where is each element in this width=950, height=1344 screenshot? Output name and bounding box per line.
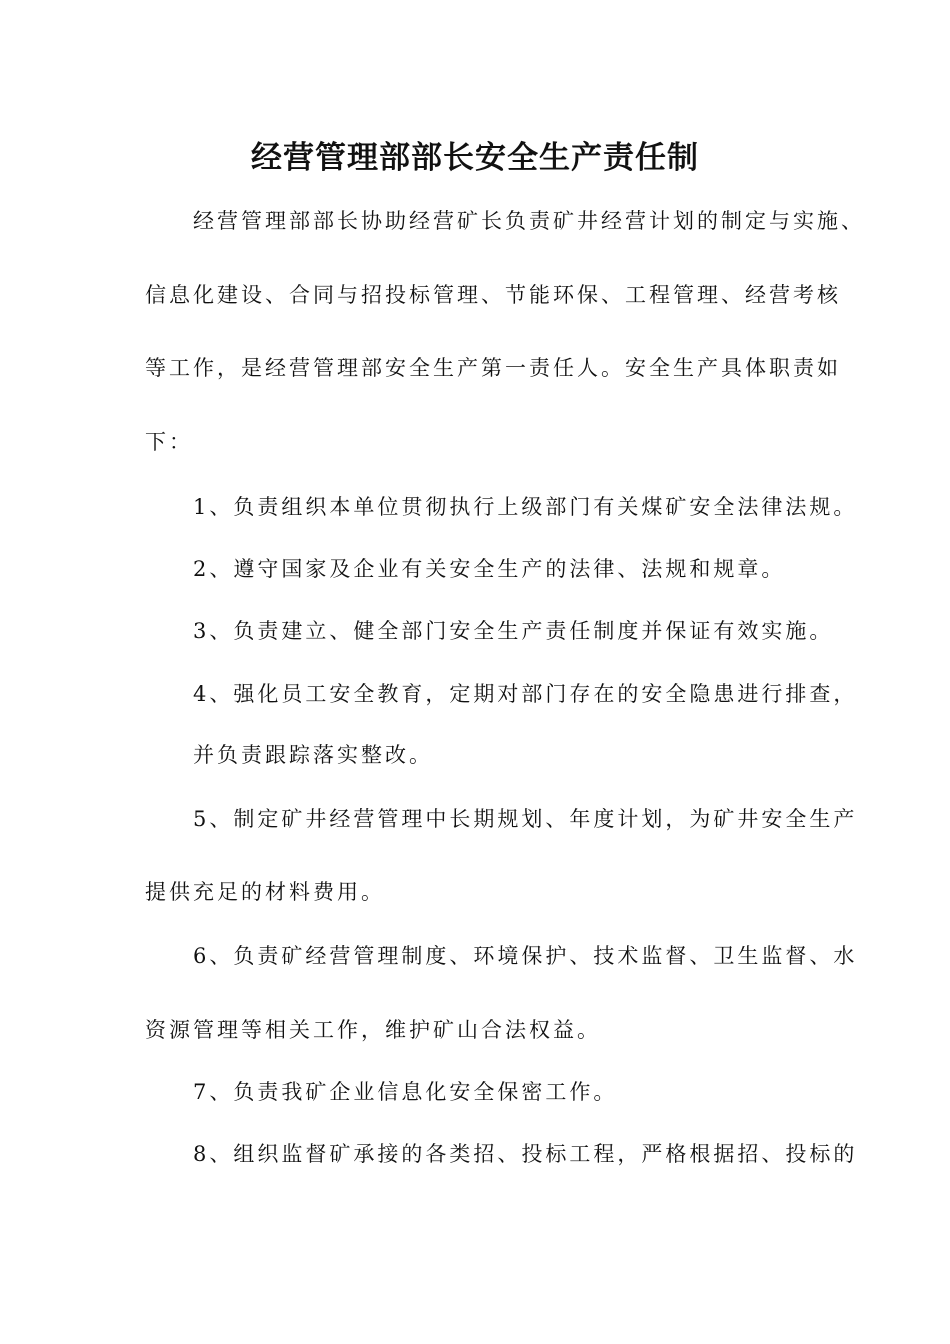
list-item: 7、负责我矿企业信息化安全保密工作。 [193,1080,618,1104]
list-item: 2、遵守国家及企业有关安全生产的法律、法规和规章。 [193,557,786,581]
list-item: 6、负责矿经营管理制度、环境保护、技术监督、卫生监督、水 [193,944,858,968]
paragraph-line: 经营管理部部长协助经营矿长负责矿井经营计划的制定与实施、 [193,209,865,233]
list-item: 4、强化员工安全教育，定期对部门存在的安全隐患进行排查， [193,682,858,706]
paragraph-line: 信息化建设、合同与招投标管理、节能环保、工程管理、经营考核 [145,283,841,307]
list-item-continuation: 并负责跟踪落实整改。 [193,743,433,767]
paragraph-line: 下： [145,430,193,454]
list-item: 1、负责组织本单位贯彻执行上级部门有关煤矿安全法律法规。 [193,495,858,519]
document-title: 经营管理部部长安全生产责任制 [251,140,699,176]
list-item: 8、组织监督矿承接的各类招、投标工程，严格根据招、投标的 [193,1142,858,1166]
list-item: 5、制定矿井经营管理中长期规划、年度计划，为矿井安全生产 [193,807,858,831]
paragraph-line: 等工作，是经营管理部安全生产第一责任人。安全生产具体职责如 [145,356,841,380]
list-item-continuation: 提供充足的材料费用。 [145,880,385,904]
list-item-continuation: 资源管理等相关工作，维护矿山合法权益。 [145,1018,601,1042]
list-item: 3、负责建立、健全部门安全生产责任制度并保证有效实施。 [193,619,834,643]
